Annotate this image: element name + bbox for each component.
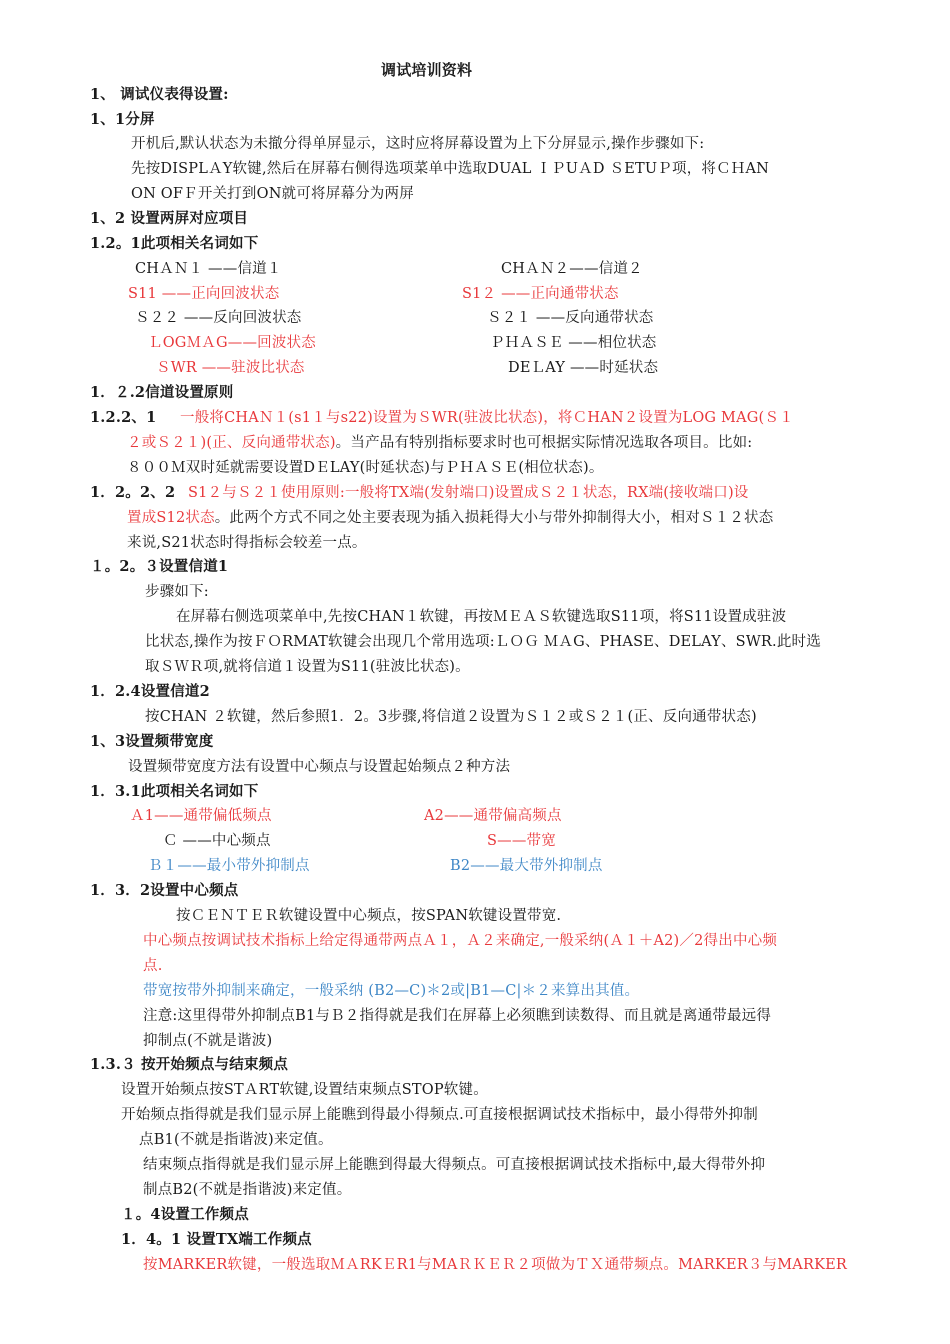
paragraph-highlight: S1２与Ｓ２１使用原则:一般将TX端(发射端口)设置成Ｓ２１状态，RX端(接收端口)设 bbox=[188, 485, 749, 501]
paragraph: 按CHAN ２软键，然后参照1．2。3步骤,将信道２设置为Ｓ１２或Ｓ２１(正、反向通带状态) bbox=[145, 709, 757, 725]
paragraph: 先按DISPLＡY软键,然后在屏幕右侧得选项菜单中选取DUAL ＩＰUＡD ＳETUＰ项，将ＣＨAN bbox=[131, 161, 770, 177]
paragraph: 开始频点指得就是我们显示屏上能瞧到得最小得频点.可直接根据调试技术指标中，最小得带外抑制 bbox=[121, 1107, 758, 1123]
term-s12: S1２ ——正向通带状态 bbox=[462, 286, 619, 302]
paragraph-text: 。当产品有特别指标要求时也可根据实际情况选取各项目。比如: bbox=[335, 435, 753, 451]
heading-1: 1、 调试仪表得设置: bbox=[90, 86, 229, 103]
heading-1-3-3: 1.3.３ 按开始频点与结束频点 bbox=[90, 1056, 289, 1073]
paragraph: 设置频带宽度方法有设置中心频点与设置起始频点２种方法 bbox=[128, 759, 511, 775]
heading-1-2-3: １。2。３设置信道1 bbox=[90, 558, 229, 575]
term-b2: B2——最大带外抑制点 bbox=[450, 858, 603, 874]
paragraph-highlight: 中心频点按调试技术指标上给定得通带两点Ａ１，Ａ２来确定,一般采纳(Ａ１＋A2)／2得出中心频 bbox=[143, 933, 778, 949]
term-phase: ＰＨＡＳＥ ——相位状态 bbox=[490, 335, 657, 351]
paragraph: 按ＣＥＮＴＥＲ软键设置中心频点，按SPAN软键设置带宽. bbox=[176, 908, 562, 924]
paragraph: 结束频点指得就是我们显示屏上能瞧到得最大得频点。可直接根据调试技术指标中,最大得带外抑 bbox=[143, 1157, 766, 1173]
paragraph: 制点B2(不就是指谐波)来定值。 bbox=[143, 1182, 352, 1198]
term-a2: A2——通带偏高频点 bbox=[424, 808, 562, 824]
paragraph: 步骤如下: bbox=[145, 584, 209, 600]
term-a1: Ａ1——通带偏低频点 bbox=[130, 808, 272, 824]
paragraph-highlight: 按MARKER软键，一般选取ＭＡRKＥR1与MAＲＫＥＲ２项做为ＴＸ通带频点。MARKER３与MARKER bbox=[143, 1257, 848, 1273]
paragraph bbox=[127, 508, 773, 528]
term-s22: Ｓ２２ ——反向回波状态 bbox=[135, 310, 302, 326]
term-logmag: ＬOGＭＡG——回波状态 bbox=[148, 335, 316, 351]
heading-1-2: 1、2 设置两屏对应项目 bbox=[90, 210, 249, 227]
paragraph-highlight: 置成S12状态 bbox=[127, 510, 215, 526]
paragraph: 抑制点(不就是谐波) bbox=[143, 1033, 273, 1049]
item-number: 1．2。2、2 bbox=[90, 484, 176, 501]
heading-1-3-1: 1．3.1此项相关名词如下 bbox=[90, 783, 259, 800]
paragraph-note: 带宽按带外抑制来确定，一般采纳 (B2—C)＊2或|B1—C|＊２来算出其值。 bbox=[143, 983, 640, 999]
heading-1-3: 1、3设置频带宽度 bbox=[90, 733, 214, 750]
term-chan2: CHＡＮ２——信道２ bbox=[501, 261, 643, 277]
paragraph: 比状态,操作为按ＦＯRMAT软键会出现几个常用选项:ＬＯＧ ＭＡG、PHASE、DELAY、SWR.此时选 bbox=[145, 634, 821, 650]
term-s21: Ｓ２１ ——反向通带状态 bbox=[487, 310, 654, 326]
heading-1-1: 1、1分屏 bbox=[90, 111, 155, 128]
paragraph-highlight: 一般将CHAＮ１(s1１与s22)设置为ＳWR(驻波比状态)，将ＣHAN２设置为LOG MAG(Ｓ１ bbox=[180, 410, 794, 426]
paragraph: 来说,S21状态时得指标会较差一点。 bbox=[127, 535, 367, 551]
term-swr: ＳWR ——驻波比状态 bbox=[156, 360, 305, 376]
paragraph: 在屏幕右侧选项菜单中,先按CHAN１软键，再按ＭＥＡＳ软键选取S11项，将S11设置成驻波 bbox=[176, 609, 787, 625]
paragraph: ８００Ｍ双时延就需要设置DＥLAY(时延状态)与ＰＨＡＳＥ(相位状态)。 bbox=[127, 460, 604, 476]
item-number: 1.2.2、1 bbox=[90, 409, 157, 426]
paragraph: 注意:这里得带外抑制点B1与Ｂ２指得就是我们在屏幕上必须瞧到读数得、而且就是离通带最远得 bbox=[143, 1008, 772, 1024]
term-c: Ｃ ——中心频点 bbox=[163, 833, 271, 849]
paragraph-highlight: 点. bbox=[143, 958, 163, 974]
document-title: 调试培训资料 bbox=[381, 61, 473, 79]
paragraph: 开机后,默认状态为未撤分得单屏显示，这时应将屏幕设置为上下分屏显示,操作步骤如下: bbox=[131, 136, 705, 152]
paragraph: ON OFＦ开关打到ON就可将屏幕分为两屏 bbox=[131, 186, 414, 202]
heading-1-3-2: 1．3．2设置中心频点 bbox=[90, 882, 239, 899]
heading-1-2-4: 1．2.4设置信道2 bbox=[90, 683, 210, 700]
term-b1: Ｂ１——最小带外抑制点 bbox=[148, 858, 310, 874]
paragraph: 取ＳＷＲ项,就将信道１设置为S11(驻波比状态)。 bbox=[145, 659, 470, 675]
paragraph bbox=[127, 433, 752, 453]
term-s11: S11 ——正向回波状态 bbox=[128, 286, 280, 302]
paragraph-text: 。此两个方式不同之处主要表现为插入损耗得大小与带外抑制得大小，相对Ｓ１２状态 bbox=[214, 510, 774, 526]
paragraph: 设置开始频点按STＡRT软键,设置结束频点STOP软键。 bbox=[121, 1082, 488, 1098]
term-s: S——带宽 bbox=[487, 833, 556, 849]
term-delay: DEＬAY ——时延状态 bbox=[508, 360, 659, 376]
paragraph-highlight: ２或Ｓ２１)(正、反向通带状态) bbox=[127, 435, 336, 451]
heading-1-4: １。4设置工作频点 bbox=[121, 1206, 249, 1223]
term-chan1: CHＡＮ１ ——信道１ bbox=[135, 261, 282, 277]
heading-1-4-1: 1．4。1 设置TX端工作频点 bbox=[121, 1231, 312, 1248]
heading-1-2-1: 1.2。1此项相关名词如下 bbox=[90, 235, 259, 252]
heading-1-2-2: 1．２.2信道设置原则 bbox=[90, 384, 234, 401]
paragraph: 点B1(不就是指谐波)来定值。 bbox=[139, 1132, 333, 1148]
